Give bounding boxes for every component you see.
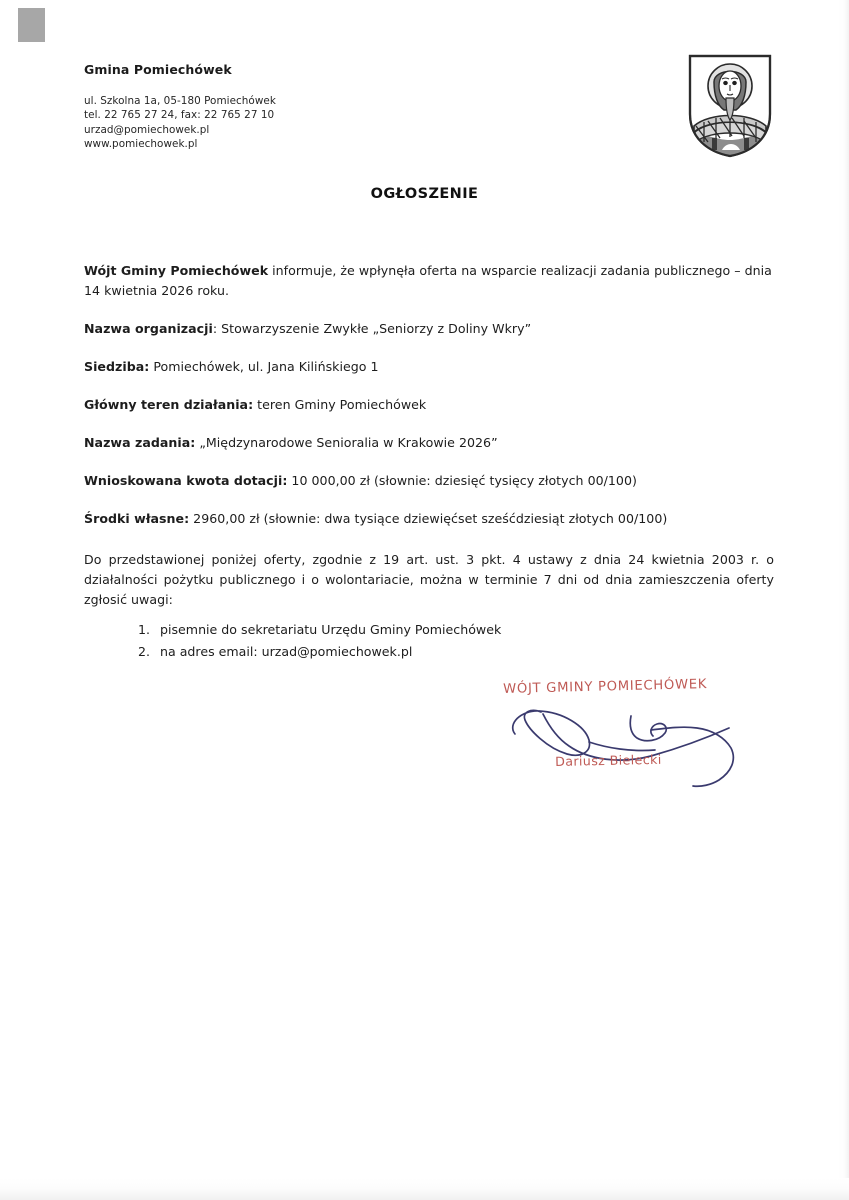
scan-artifact-block	[18, 8, 45, 42]
field-label-grant-amount: Wnioskowana kwota dotacji:	[84, 472, 288, 488]
field-label-seat: Siedziba:	[84, 358, 150, 374]
intro-paragraph	[84, 261, 774, 300]
intro-rest: informuje, że wpłynęła oferta na wsparcie realizacji zadania publicznego – dnia 14 kwietnia 2026 roku.	[84, 263, 772, 298]
field-separator-organization: :	[212, 320, 218, 336]
field-value-seat: Pomiechówek, ul. Jana Kilińskiego 1	[149, 358, 379, 374]
field-value-own-funds: 2960,00 zł (słownie: dwa tysiące dziewięćset sześćdziesiąt złotych 00/100)	[189, 510, 668, 526]
field-value-organization: Stowarzyszenie Zwykłe „Seniorzy z Doliny Wkry”	[217, 320, 532, 336]
legal-paragraph: Do przedstawionej poniżej oferty, zgodnie z 19 art. ust. 3 pkt. 4 ustawy z dnia 24 kwietnia 2003 r. o działalności pożytku publicznego i o wolontariacie, można w terminie 7 dni od dnia zamieszczenia oferty zgłosić uwagi:	[84, 552, 774, 607]
field-label-organization: Nazwa organizacji	[84, 320, 213, 336]
list-item: 1. pisemnie do sekretariatu Urzędu Gminy Pomiechówek	[154, 620, 774, 640]
address-line: ul. Szkolna 1a, 05-180 Pomiechówek	[84, 95, 276, 107]
field-label-task: Nazwa zadania:	[84, 434, 196, 450]
field-value-grant-amount: 10 000,00 zł (słownie: dziesięć tysięcy złotych 00/100)	[287, 472, 637, 488]
list-item: 2. na adres email: urzad@pomiechowek.pl	[154, 642, 774, 662]
field-value-area: teren Gminy Pomiechówek	[253, 396, 427, 412]
signature-block	[497, 677, 747, 792]
intro-bold-lead: Wójt Gminy Pomiechówek	[84, 263, 269, 278]
field-label-own-funds: Środki własne:	[84, 510, 190, 526]
field-row-task	[84, 433, 774, 453]
field-row-seat	[84, 357, 774, 377]
stamp-title: WÓJT GMINY POMIECHÓWEK	[503, 677, 708, 697]
stamp-name: Dariusz Bielecki	[555, 751, 662, 769]
coat-of-arms-icon	[686, 52, 774, 160]
document-title: OGŁOSZENIE	[370, 186, 479, 202]
field-label-area: Główny teren działania:	[84, 396, 254, 412]
page-edge-bottom	[0, 1178, 849, 1200]
email-line: urzad@pomiechowek.pl	[84, 123, 210, 136]
organization-name: Gmina Pomiechówek	[84, 62, 232, 77]
field-row-own-funds	[84, 509, 774, 529]
document-body	[84, 261, 774, 663]
field-value-task: „Międzynarodowe Senioralia w Krakowie 2026”	[195, 434, 498, 450]
field-row-organization	[84, 319, 774, 339]
letterhead	[84, 62, 504, 152]
options-list	[84, 620, 774, 661]
field-row-grant-amount	[84, 471, 774, 491]
page-edge-right	[838, 0, 849, 1200]
handwritten-signature	[497, 686, 747, 794]
phone-line: tel. 22 765 27 24, fax: 22 765 27 10	[84, 109, 275, 122]
website-line: www.pomiechowek.pl	[84, 138, 198, 151]
field-row-area	[84, 395, 774, 415]
